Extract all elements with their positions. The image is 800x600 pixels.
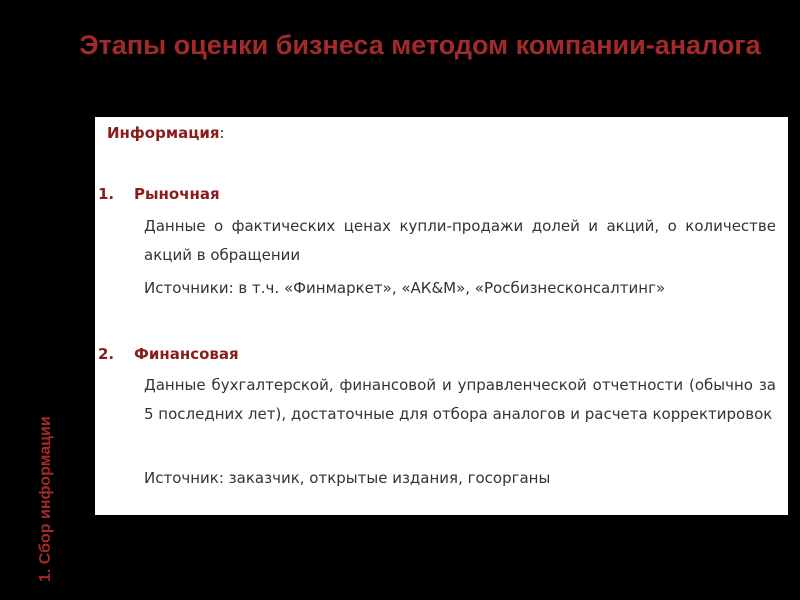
- item-title-text: Рыночная: [134, 185, 220, 203]
- item-title-text: Финансовая: [134, 345, 239, 363]
- item-title-financial: [98, 343, 239, 365]
- slide-title: Этапы оценки бизнеса методом компании-аналога: [79, 30, 761, 60]
- info-heading-colon: :: [219, 124, 225, 142]
- item-description-financial: Данные бухгалтерской, финансовой и управленческой отчетности (обычно за 5 последних лет), достаточные для отбора аналогов и расчета корректировок: [144, 376, 776, 423]
- content-panel: [95, 117, 788, 515]
- side-section-label: [16, 330, 76, 590]
- item-source-market: Источники: в т.ч. «Финмаркет», «АК&М», «Росбизнесконсалтинг»: [144, 279, 666, 297]
- item-description-market: Данные о фактических ценах купли-продажи долей и акций, о количестве акций в обращении: [144, 217, 776, 264]
- side-label-text: 1. Сбор информации: [37, 416, 54, 582]
- item-number: 1.: [98, 185, 115, 203]
- info-heading: [107, 122, 225, 144]
- info-heading-word: Информация: [107, 124, 220, 142]
- item-source-financial: Источник: заказчик, открытые издания, госорганы: [144, 469, 551, 487]
- item-title-market: [98, 183, 220, 205]
- item-number: 2.: [98, 345, 115, 363]
